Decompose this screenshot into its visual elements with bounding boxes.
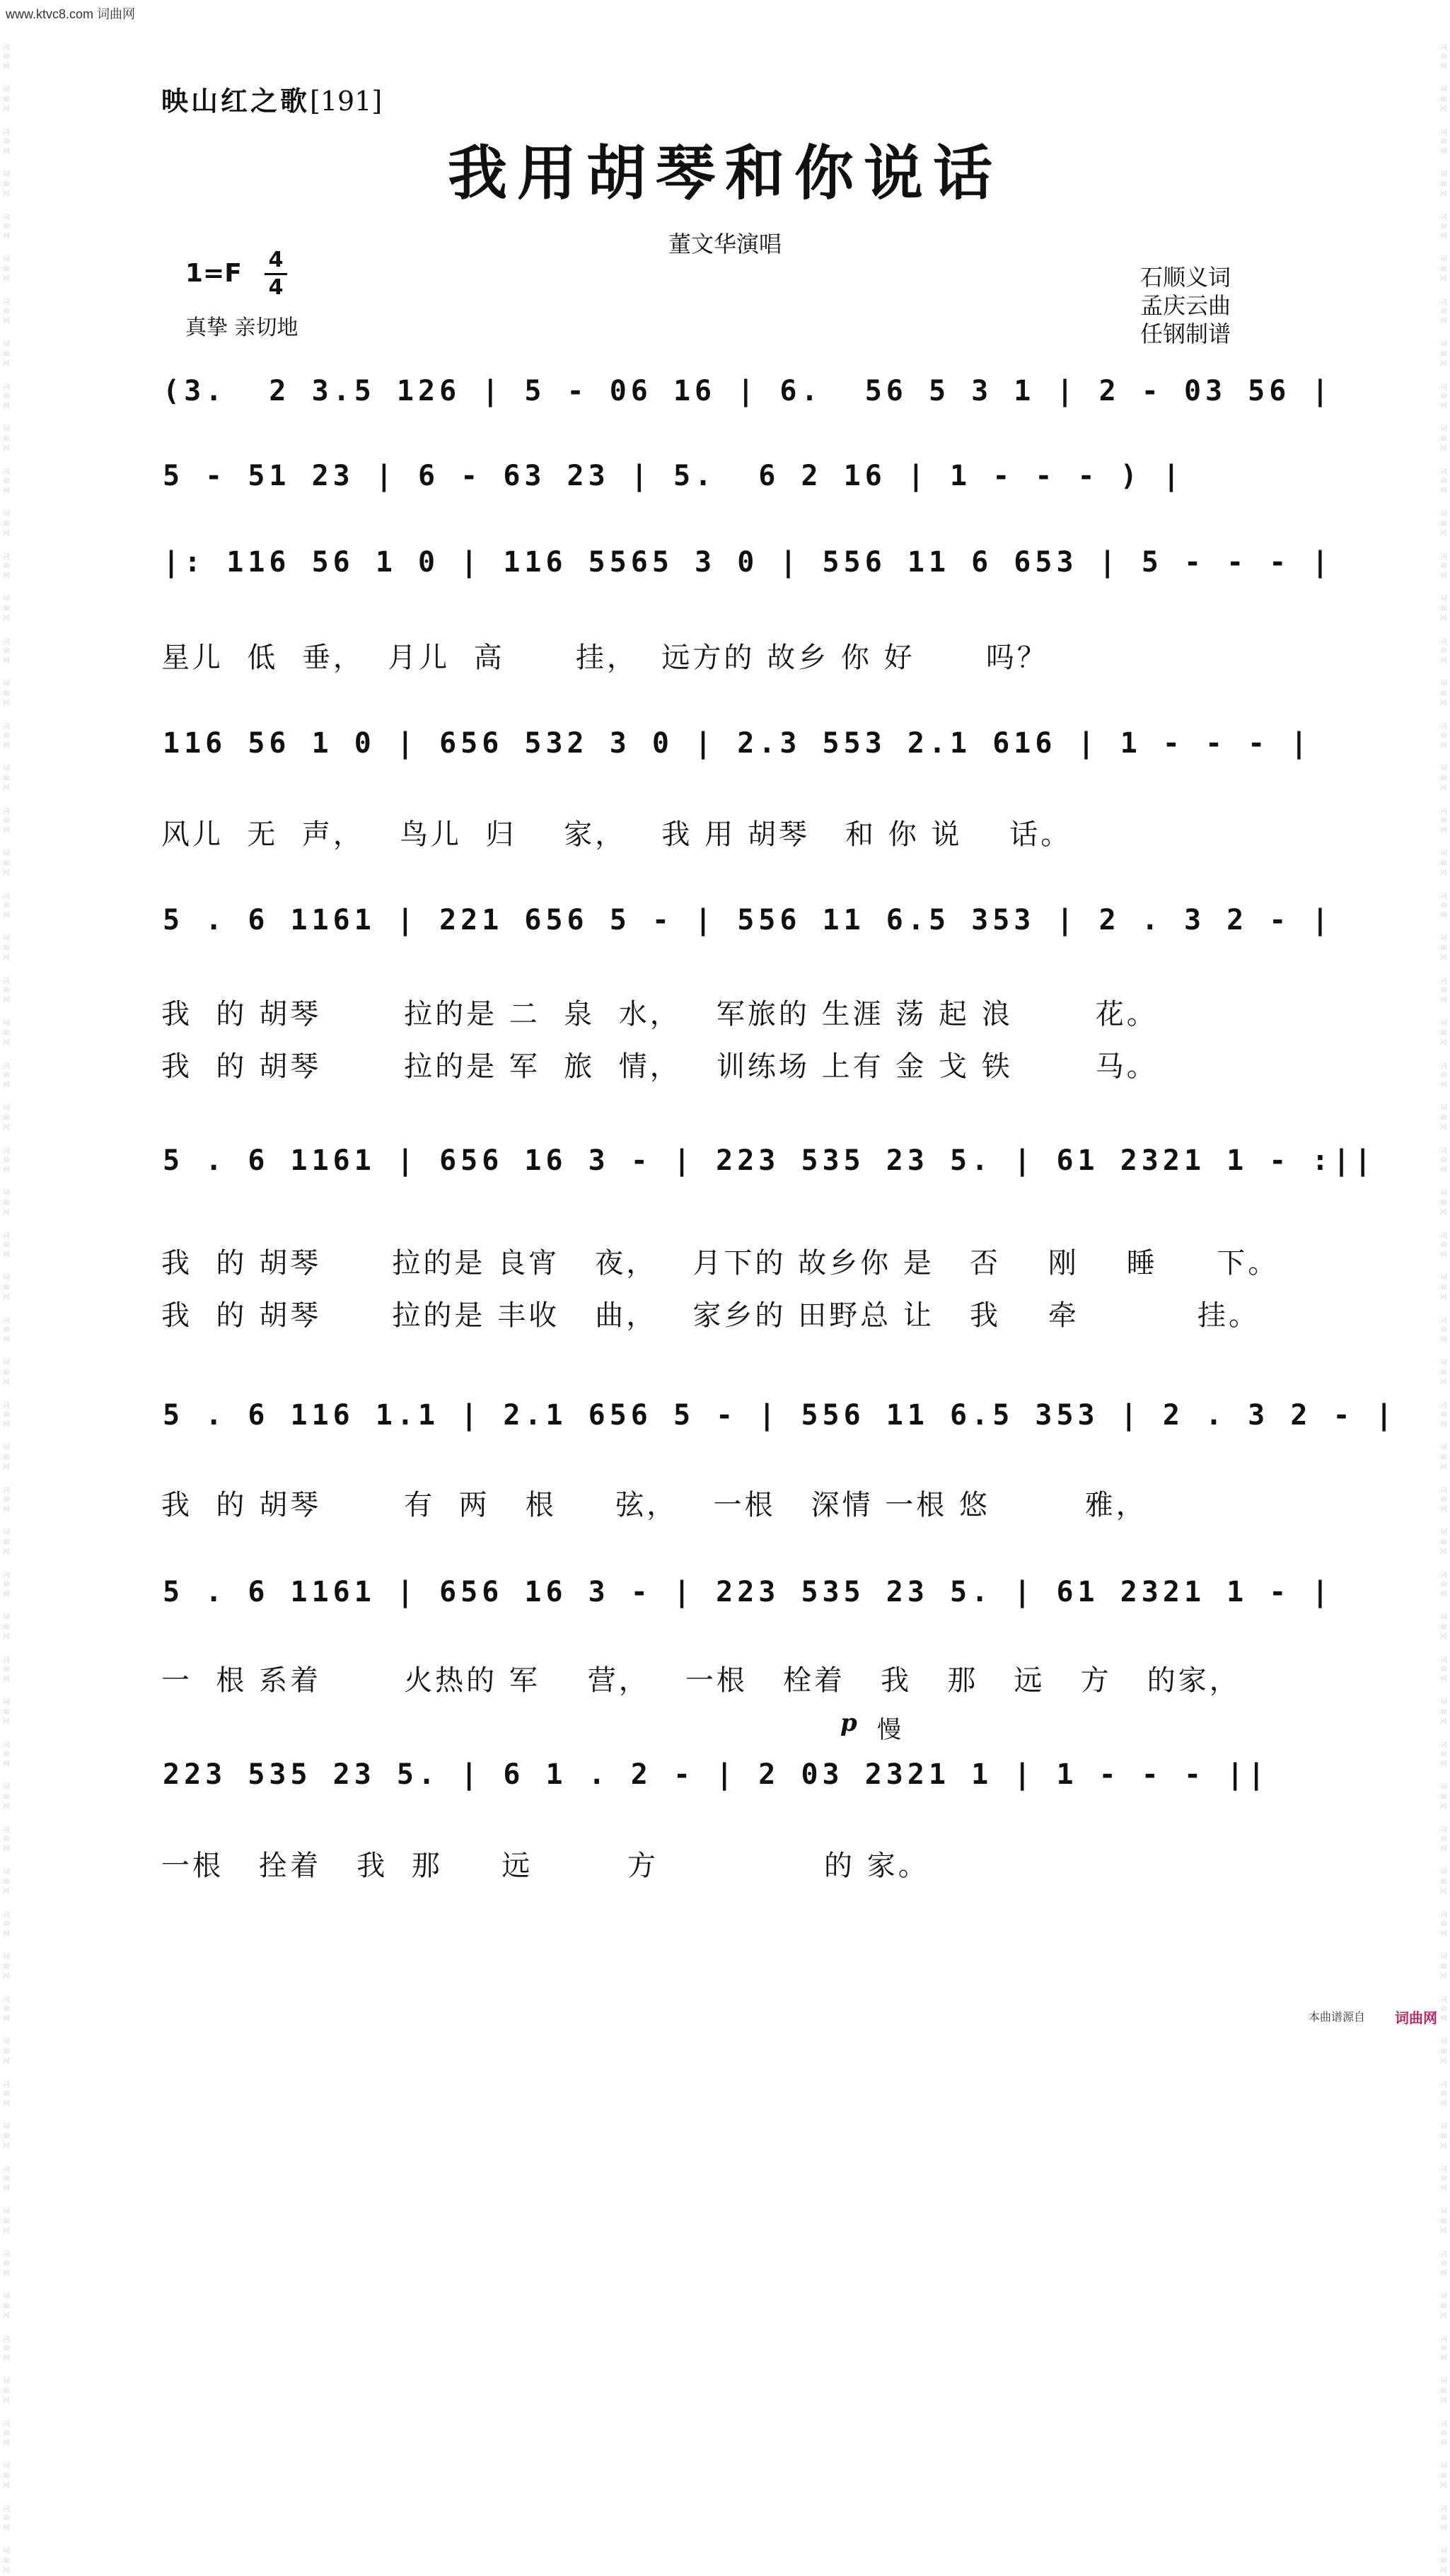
watermark-text: 词曲网 (3, 1911, 10, 1938)
song-title: 我用胡琴和你说话 (447, 138, 1002, 208)
notation-text: 116 56 1 0 | 656 532 3 0 | 2.3 553 2.1 616 | 1 - - - | (163, 727, 1312, 760)
watermark-text: 词曲网 (1440, 1911, 1447, 1938)
key-signature: 1=F (185, 259, 242, 288)
underline-marks (163, 1137, 1376, 1194)
watermark-text: 词曲网 (1440, 638, 1447, 665)
underline-marks (163, 368, 1333, 424)
lyric-line: 风儿 无 声， 鸟儿 归 家， 我 用 胡琴 和 你 说 话。 (161, 818, 1072, 851)
notation-text: 5 . 6 1161 | 656 16 3 - | 223 535 23 5. | 61 2321 1 - | (163, 1576, 1333, 1608)
watermark-text: 词曲网 (3, 256, 10, 283)
watermark-text: 词曲网 (3, 2336, 10, 2362)
watermark-text: 词曲网 (1440, 2166, 1447, 2193)
notation-line-7 (163, 1392, 1397, 1449)
watermark-text: 词曲网 (3, 1232, 10, 1259)
notation-line-4 (163, 720, 1312, 777)
notation-line-9 (163, 1751, 1287, 1808)
watermark-text: 词曲网 (1440, 1741, 1447, 1768)
watermark-text: 词曲网 (1440, 1020, 1447, 1047)
watermark-text: 词曲网 (1440, 1359, 1447, 1386)
credits (1140, 263, 1231, 348)
lyric-line: 我 的 胡琴 拉的是 二 泉 水， 军旅的 生涯 荡 起 浪 花。 (161, 998, 1158, 1031)
site-label: www.ktvc8.com 词曲网 (6, 7, 136, 21)
watermark-text: 词曲网 (1440, 1487, 1447, 1514)
watermark-text: 词曲网 (3, 511, 10, 538)
watermark-text: 词曲网 (3, 1657, 10, 1683)
notation-text: 5 . 6 1161 | 656 16 3 - | 223 535 23 5. | 61 2321 1 - :|| (163, 1144, 1376, 1177)
watermark-text: 词曲网 (3, 1996, 10, 2023)
notation-text: 223 535 23 5. | 6 1 . 2 - | 2 03 2321 1 | 1 - - - || (163, 1758, 1270, 1791)
notation-text: 5 . 6 116 1.1 | 2.1 656 5 - | 556 11 6.5 353 | 2 . 3 2 - | (163, 1399, 1397, 1432)
tempo-mark: 慢 (877, 1716, 901, 1744)
watermark-text: 词曲网 (3, 1359, 10, 1386)
notation-line-8 (163, 1569, 1333, 1625)
watermark-text: 词曲网 (1440, 426, 1447, 453)
underline-marks (163, 1751, 1287, 1808)
watermark-text: 词曲网 (1440, 893, 1447, 919)
watermark-text: 词曲网 (3, 850, 10, 877)
watermark-text: 词曲网 (1440, 1657, 1447, 1683)
watermark-text: 词曲网 (1440, 1275, 1447, 1301)
watermark-text: 词曲网 (3, 1869, 10, 1896)
watermark-text: 词曲网 (3, 1062, 10, 1089)
watermark-text: 词曲网 (1440, 468, 1447, 495)
watermark-text: 词曲网 (3, 1784, 10, 1811)
watermark-text: 词曲网 (1440, 1869, 1447, 1896)
lyric-line: 我 的 胡琴 拉的是 良宵 夜， 月下的 故乡你 是 否 刚 睡 下。 (161, 1247, 1280, 1280)
lyric-line: 我 的 胡琴 拉的是 军 旅 情， 训练场 上有 金 戈 铁 马。 (161, 1050, 1158, 1083)
time-signature-bottom: 4 (268, 275, 284, 300)
watermark-text: 词曲网 (3, 44, 10, 71)
dynamic-mark: p (840, 1709, 857, 1737)
watermark-text: 词曲网 (1440, 2081, 1447, 2108)
time-signature (262, 249, 290, 299)
watermark-text: 词曲网 (1440, 1699, 1447, 1726)
watermark-text: 词曲网 (1440, 129, 1447, 156)
footer-logo: 词曲网 (1395, 2009, 1437, 2026)
lyricist: 石顺义词 (1140, 264, 1231, 291)
watermark-text: 词曲网 (1440, 511, 1447, 538)
watermark-text: 词曲网 (1440, 1444, 1447, 1471)
watermark-text: 词曲网 (3, 723, 10, 750)
watermark-text: 词曲网 (1440, 1996, 1447, 2023)
notation-line-5 (163, 897, 1333, 953)
performer: 董文华演唱 (668, 231, 782, 257)
watermark-text: 词曲网 (3, 2378, 10, 2405)
watermark-text: 词曲网 (1440, 44, 1447, 71)
lyric-line: 我 的 胡琴 有 两 根 弦， 一根 深情 一根 悠 雅， (161, 1489, 1147, 1521)
watermark-text: 词曲网 (3, 426, 10, 453)
watermark-text: 词曲网 (1440, 1784, 1447, 1811)
watermark-text: 词曲网 (3, 553, 10, 580)
watermark-text: 词曲网 (3, 2420, 10, 2447)
watermark-text: 词曲网 (3, 2505, 10, 2532)
watermark-text: 词曲网 (3, 1529, 10, 1556)
watermark-text: 词曲网 (3, 298, 10, 325)
watermark-text: 词曲网 (3, 680, 10, 707)
watermark-text: 词曲网 (3, 1147, 10, 1174)
watermark-text: 词曲网 (1440, 2293, 1447, 2320)
series-name: 映山红之歌 (161, 85, 311, 117)
watermark-text: 词曲网 (1440, 1317, 1447, 1344)
watermark-text: 词曲网 (3, 1487, 10, 1514)
watermark-text: 词曲网 (3, 129, 10, 156)
watermark-text: 词曲网 (1440, 596, 1447, 622)
watermark-text: 词曲网 (1440, 935, 1447, 962)
watermark-text: 词曲网 (1440, 1826, 1447, 1853)
watermark-text: 词曲网 (1440, 2378, 1447, 2405)
underline-marks (163, 897, 1333, 953)
watermark-text: 词曲网 (3, 1614, 10, 1641)
watermark-text: 词曲网 (1440, 1062, 1447, 1089)
watermark-text: 词曲网 (3, 383, 10, 410)
watermark-text: 词曲网 (3, 171, 10, 198)
watermark-text: 词曲网 (3, 2123, 10, 2150)
watermark-text: 词曲网 (3, 2548, 10, 2575)
watermark-text: 词曲网 (3, 1826, 10, 1853)
watermark-text: 词曲网 (3, 2463, 10, 2490)
watermark-text: 词曲网 (3, 341, 10, 368)
composer: 孟庆云曲 (1140, 292, 1231, 319)
watermark-text: 词曲网 (1440, 1232, 1447, 1259)
watermark-text: 词曲网 (1440, 1572, 1447, 1599)
left-watermark-strip (1, 42, 11, 2575)
watermark-text: 词曲网 (1440, 553, 1447, 580)
watermark-text: 词曲网 (1440, 2038, 1447, 2065)
watermark-text: 词曲网 (3, 468, 10, 495)
notation-text: (3. 2 3.5 126 | 5 - 06 16 | 6. 56 5 3 1 | 2 - 03 56 | (163, 375, 1333, 407)
watermark-text: 词曲网 (1440, 2336, 1447, 2362)
watermark-text: 词曲网 (1440, 765, 1447, 792)
watermark-text: 词曲网 (3, 2208, 10, 2235)
watermark-text: 词曲网 (1440, 2208, 1447, 2235)
notation-line-1 (163, 368, 1333, 424)
watermark-text: 词曲网 (3, 2038, 10, 2065)
notation-line-2 (163, 453, 1287, 509)
watermark-text: 词曲网 (1440, 171, 1447, 198)
watermark-text: 词曲网 (1440, 1954, 1447, 1980)
watermark-text: 词曲网 (1440, 680, 1447, 707)
underline-marks (163, 1569, 1333, 1625)
watermark-text: 词曲网 (3, 1105, 10, 1132)
watermark-text: 词曲网 (3, 1317, 10, 1344)
watermark-text: 词曲网 (3, 808, 10, 835)
watermark-text: 词曲网 (3, 2251, 10, 2278)
watermark-text: 词曲网 (3, 596, 10, 622)
notation-text: |: 116 56 1 0 | 116 5565 3 0 | 556 11 6 653 | 5 - - - | (163, 546, 1333, 579)
watermark-text: 词曲网 (1440, 298, 1447, 325)
notation-line-6 (163, 1137, 1376, 1194)
watermark-text: 词曲网 (1440, 1529, 1447, 1556)
watermark-text: 词曲网 (3, 86, 10, 113)
underline-marks (163, 453, 1287, 509)
watermark-text: 词曲网 (1440, 2463, 1447, 2490)
lyric-line: 一 根 系着 火热的 军 营， 一根 栓着 我 那 远 方 的家， (161, 1664, 1241, 1697)
series-heading (161, 79, 382, 118)
watermark-text: 词曲网 (3, 765, 10, 792)
watermark-text: 词曲网 (3, 1020, 10, 1047)
watermark-text: 词曲网 (1440, 2251, 1447, 2278)
underline-marks (163, 720, 1312, 777)
lyric-line: 星儿 低 垂， 月儿 高 挂， 远方的 故乡 你 好 吗？ (161, 642, 1048, 674)
watermark-text: 词曲网 (3, 2081, 10, 2108)
watermark-text: 词曲网 (3, 2293, 10, 2320)
watermark-text: 词曲网 (3, 1275, 10, 1301)
watermark-text: 词曲网 (1440, 977, 1447, 1004)
watermark-text: 词曲网 (1440, 2123, 1447, 2150)
watermark-text: 词曲网 (1440, 1105, 1447, 1132)
watermark-text: 词曲网 (3, 2166, 10, 2193)
watermark-text: 词曲网 (1440, 86, 1447, 113)
right-watermark-strip (1439, 42, 1449, 2575)
watermark-text: 词曲网 (1440, 2548, 1447, 2575)
watermark-text: 词曲网 (1440, 214, 1447, 240)
watermark-text: 词曲网 (3, 893, 10, 919)
watermark-text: 词曲网 (3, 1699, 10, 1726)
watermark-text: 词曲网 (3, 1741, 10, 1768)
watermark-text: 词曲网 (1440, 723, 1447, 750)
notation-text: 5 - 51 23 | 6 - 63 23 | 5. 6 2 16 | 1 - - - ) | (163, 460, 1184, 492)
watermark-text: 词曲网 (1440, 256, 1447, 283)
watermark-text: 词曲网 (3, 935, 10, 962)
watermark-text: 词曲网 (3, 1572, 10, 1599)
watermark-text: 词曲网 (3, 1444, 10, 1471)
watermark-text: 词曲网 (3, 977, 10, 1004)
underline-marks (163, 539, 1333, 596)
watermark-text: 词曲网 (1440, 808, 1447, 835)
watermark-text: 词曲网 (3, 1190, 10, 1217)
watermark-text: 词曲网 (3, 1954, 10, 1980)
watermark-text: 词曲网 (3, 638, 10, 665)
watermark-text: 词曲网 (1440, 1147, 1447, 1174)
watermark-text: 词曲网 (1440, 1402, 1447, 1429)
footer-source-note: 本曲谱源自 (1308, 2010, 1365, 2024)
series-number: [191] (310, 86, 383, 117)
transcriber: 任钢制谱 (1140, 320, 1231, 347)
watermark-text: 词曲网 (1440, 1190, 1447, 1217)
watermark-text: 词曲网 (1440, 383, 1447, 410)
watermark-text: 词曲网 (1440, 2420, 1447, 2447)
notation-text: 5 . 6 1161 | 221 656 5 - | 556 11 6.5 353 | 2 . 3 2 - | (163, 904, 1333, 936)
watermark-text: 词曲网 (1440, 2505, 1447, 2532)
watermark-text: 词曲网 (3, 1402, 10, 1429)
underline-marks (163, 1392, 1397, 1449)
watermark-text: 词曲网 (3, 214, 10, 240)
time-signature-top: 4 (268, 248, 284, 272)
watermark-text: 词曲网 (1440, 850, 1447, 877)
watermark-text: 词曲网 (1440, 1614, 1447, 1641)
lyric-line: 我 的 胡琴 拉的是 丰收 曲， 家乡的 田野总 让 我 牵 挂。 (161, 1299, 1260, 1332)
notation-line-3 (163, 539, 1333, 596)
expression-mark: 真挚 亲切地 (185, 315, 298, 340)
lyric-line: 一根 拴着 我 那 远 方 的 家。 (161, 1850, 929, 1882)
watermark-text: 词曲网 (1440, 341, 1447, 368)
